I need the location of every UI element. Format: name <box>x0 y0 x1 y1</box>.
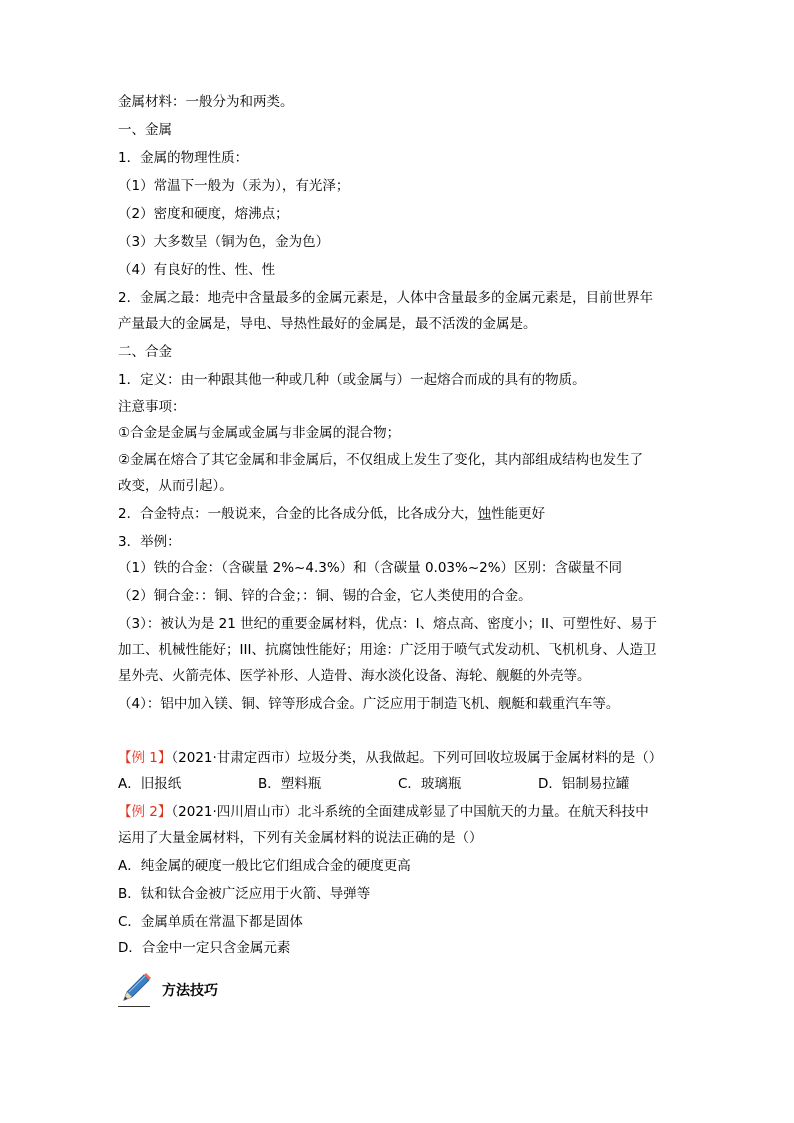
example-1-option-d: D．铝制易拉罐 <box>538 776 630 792</box>
example-2-stem-line-1 <box>118 802 649 822</box>
property-3: （3）大多数呈（铜为色，金为色） <box>118 234 330 250</box>
method-tips-header <box>118 970 258 1010</box>
example-2-option-a: A．纯金属的硬度一般比它们组成合金的硬度更高 <box>118 858 411 874</box>
example-copper-alloy: （2）铜合金：：铜、锌的合金；：铜、锡的合金，它人类使用的合金。 <box>118 588 532 604</box>
metal-superlatives-line-2: 产量最大的金属是，导电、导热性最好的金属是，最不活泼的金属是。 <box>118 316 537 332</box>
alloy-definition: 1．定义：由一种跟其他一种或几种（或金属与）一起熔合而成的具有的物质。 <box>118 372 586 388</box>
notes-title: 注意事项： <box>118 399 186 415</box>
example-2-option-d: D．合金中一定只含金属元素 <box>118 940 291 956</box>
example-1-option-b: B．塑料瓶 <box>258 776 322 792</box>
property-1: （1）常温下一般为（汞为），有光泽； <box>118 178 350 194</box>
alloy-features <box>118 504 545 524</box>
method-tips-label: 方法技巧 <box>162 983 218 999</box>
example-titanium-line-3: 星外壳、火箭壳体、医学补形、人造骨、海水淡化设备、海轮、舰艇的外壳等。 <box>118 668 591 684</box>
example-1-question: （2021·甘肃定西市）垃圾分类，从我做起。下列可回收垃圾属于金属材料的是（） <box>171 750 663 766</box>
examples-title: 3．举例： <box>118 534 181 550</box>
example-1-option-c: C．玻璃瓶 <box>398 776 462 792</box>
note-1: ①合金是金属与金属或金属与非金属的混合物； <box>118 425 401 441</box>
metal-superlatives-line-1: 2．金属之最：地壳中含量最多的金属元素是，人体中含量最多的金属元素是，目前世界年 <box>118 290 654 306</box>
example-2-question: （2021·四川眉山市）北斗系统的全面建成彰显了中国航天的力量。在航天科技中 <box>171 804 649 820</box>
example-iron-alloy: （1）铁的合金：（含碳量 2%~4.3%）和（含碳量 0.03%~2%）区别：含碳量不同 <box>118 560 623 576</box>
example-aluminum-alloy: （4）：铝中加入镁、铜、锌等形成合金。广泛应用于制造飞机、舰艇和载重汽车等。 <box>118 696 620 712</box>
pencil-icon <box>118 970 154 1006</box>
property-2: （2）密度和硬度，熔沸点； <box>118 206 289 222</box>
physical-properties-title: 1．金属的物理性质： <box>118 150 249 166</box>
note-2-line-1: ②金属在熔合了其它金属和非金属后，不仅组成上发生了变化，其内部组成结构也发生了 <box>118 452 644 468</box>
alloy-features-text: 2．合金特点：一般说来，合金的比各成分低，比各成分大， <box>118 506 478 522</box>
section-heading-metal: 一、金属 <box>118 122 172 138</box>
example-2-tag: 【例 2】 <box>118 804 172 820</box>
example-titanium-line-1: （3）：被认为是 21 世纪的重要金属材料，优点：I、熔点高、密度小；II、可塑性好、易于 <box>118 616 658 632</box>
example-1-stem <box>118 748 662 768</box>
property-4: （4）有良好的性、性、性 <box>118 262 276 278</box>
alloy-features-tail: 性能更好 <box>491 506 546 522</box>
section-heading-alloy: 二、合金 <box>118 344 172 360</box>
note-2-line-2: 改变，从而引起）。 <box>118 478 233 494</box>
intro-line: 金属材料：一般分为和两类。 <box>118 94 294 110</box>
example-2-option-c: C．金属单质在常温下都是固体 <box>118 914 303 930</box>
spellcheck-marked-char: 蚀 <box>477 506 492 522</box>
example-2-stem-line-2: 运用了大量金属材料，下列有关金属材料的说法正确的是（） <box>118 830 483 846</box>
example-titanium-line-2: 加工、机械性能好；III、抗腐蚀性能好；用途：广泛用于喷气式发动机、飞机机身、人造卫 <box>118 642 657 658</box>
example-1-option-a: A．旧报纸 <box>118 776 182 792</box>
method-underline <box>118 1006 150 1007</box>
example-2-option-b: B．钛和钛合金被广泛应用于火箭、导弹等 <box>118 886 371 902</box>
example-1-tag: 【例 1】 <box>118 750 172 766</box>
